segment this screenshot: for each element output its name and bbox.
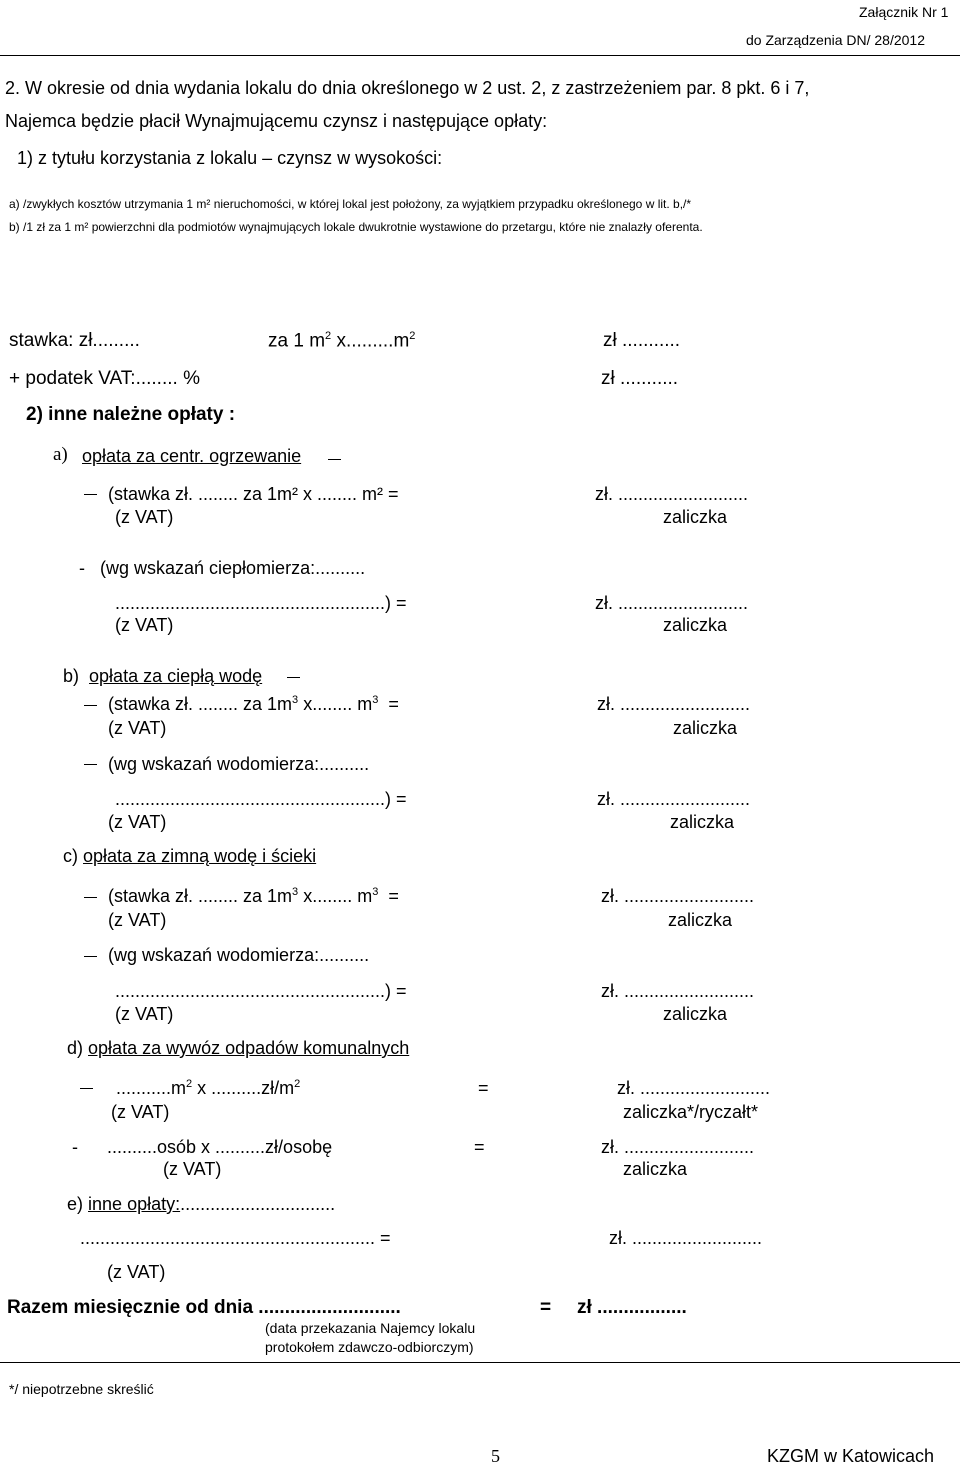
vat-line: + podatek VAT:........ %	[9, 368, 200, 389]
cold-water-meter-vat: (z VAT)	[115, 1004, 174, 1024]
intro-line-2: Najemca będzie płacił Wynajmującemu czynsz i następujące opłaty:	[5, 111, 548, 131]
total-note-2: protokołem zdawczo-odbiorczym)	[265, 1339, 474, 1355]
heating-meter-advance: zaliczka	[663, 615, 728, 635]
heating-meter-dash: -	[79, 558, 85, 578]
annex-label: Załącznik Nr 1	[859, 4, 949, 20]
waste-persons-dash: -	[72, 1137, 78, 1157]
cold-water-meter-amount: zł. ..........................	[601, 981, 755, 1001]
hot-water-rate: (stawka zł. ........ za $1m^3$ x........ $m^3$ =	[108, 694, 399, 714]
waste-persons-advance: zaliczka	[623, 1159, 688, 1179]
rent-option-b: b) /1 zł za 1 m² powierzchni dla podmiotów wynajmujących lokale dwukrotnie wystawione do przetargu, które nie znalazły oferenta.	[9, 220, 703, 234]
hot-water-title: b) opłata za ciepłą wodę	[63, 666, 263, 686]
footer-organization: KZGM w Katowicach	[767, 1446, 935, 1466]
heating-title: opłata za centr. ogrzewanie	[82, 446, 302, 466]
vat-amount: zł ...........	[601, 368, 679, 389]
rate-label: stawka: zł.........	[9, 330, 140, 351]
hot-water-meter-cont: ......................................................) =	[115, 789, 407, 809]
rent-heading: 1) z tytułu korzystania z lokalu – czynsz w wysokości:	[17, 148, 443, 168]
heating-rate: (stawka zł. ........ za 1m² x ........ m² =	[108, 484, 399, 504]
page-number: 5	[491, 1446, 500, 1466]
total-divider	[0, 1362, 960, 1363]
other-fee-amount: zł. ..........................	[609, 1228, 763, 1248]
hot-water-meter-advance: zaliczka	[670, 812, 735, 832]
heating-meter: (wg wskazań ciepłomierza:..........	[100, 558, 366, 578]
waste-area-dash	[80, 1088, 93, 1089]
waste-title: d) opłata za wywóz odpadów komunalnych	[67, 1038, 410, 1058]
heating-title-dash	[328, 459, 341, 460]
total-eq: =	[540, 1297, 552, 1318]
hot-water-rate-dash	[84, 705, 97, 706]
waste-persons-vat: (z VAT)	[163, 1159, 222, 1179]
cold-water-rate: (stawka zł. ........ za $1m^3$ x........ $m^3$ =	[108, 886, 399, 906]
waste-area-advance-lump: zaliczka*/ryczałt*	[623, 1102, 759, 1122]
other-fee-vat: (z VAT)	[107, 1262, 166, 1282]
heating-rate-vat: (z VAT)	[115, 507, 174, 527]
heating-meter-cont: ......................................................) =	[115, 593, 407, 613]
rate-per-area: za 1 $m^2$ $x.........m^2$	[268, 330, 416, 352]
footnote: */ niepotrzebne skreślić	[9, 1381, 154, 1397]
cold-water-rate-vat: (z VAT)	[108, 910, 167, 930]
cold-water-meter-advance: zaliczka	[663, 1004, 728, 1024]
waste-area-eq: =	[478, 1078, 489, 1098]
cold-water-meter-cont: ......................................................) =	[115, 981, 407, 1001]
total-note-1: (data przekazania Najemcy lokalu	[265, 1320, 476, 1336]
heating-meter-amount: zł. ..........................	[595, 593, 749, 613]
intro-line-1: 2. W okresie od dnia wydania lokalu do dnia określonego w 2 ust. 2, z zastrzeżeniem par. 8 pkt. 6 i 7,	[5, 78, 810, 98]
hot-water-rate-advance: zaliczka	[673, 718, 738, 738]
rate-amount: zł ...........	[603, 330, 681, 351]
waste-area-amount: zł. ..........................	[617, 1078, 771, 1098]
waste-persons-line: ..........osób x ..........zł/osobę	[107, 1137, 333, 1157]
cold-water-rate-dash	[84, 897, 97, 898]
hot-water-meter-amount: zł. ..........................	[597, 789, 751, 809]
rent-option-a: a) /zwykłych kosztów utrzymania 1 m² nieruchomości, w której lokal jest położony, za wyjątkiem przypadku określonego w lit. b,/*	[9, 197, 692, 211]
waste-persons-amount: zł. ..........................	[601, 1137, 755, 1157]
heating-meter-vat: (z VAT)	[115, 615, 174, 635]
header-divider	[0, 55, 960, 56]
cold-water-meter-dash	[84, 956, 97, 957]
other-fee-line: ........................................................... =	[80, 1228, 391, 1248]
hot-water-meter: (wg wskazań wodomierza:..........	[108, 754, 370, 774]
cold-water-rate-advance: zaliczka	[668, 910, 733, 930]
total-label: Razem miesięcznie od dnia ...........................	[7, 1297, 401, 1318]
heating-rate-advance: zaliczka	[663, 507, 728, 527]
hot-water-meter-vat: (z VAT)	[108, 812, 167, 832]
other-fee-title: e) inne opłaty:...............................	[67, 1194, 336, 1214]
hot-water-meter-dash	[84, 764, 97, 765]
waste-area-vat: (z VAT)	[111, 1102, 170, 1122]
cold-water-rate-amount: zł. ..........................	[601, 886, 755, 906]
cold-water-meter: (wg wskazań wodomierza:..........	[108, 945, 370, 965]
total-amount: zł .................	[577, 1297, 687, 1318]
hot-water-title-dash	[287, 677, 300, 678]
waste-area-line: $...........m^2$ x $..........zł/m^2$	[116, 1078, 301, 1098]
order-reference: do Zarządzenia DN/ 28/2012	[746, 32, 925, 48]
cold-water-title: c) opłata za zimną wodę i ścieki	[63, 846, 317, 866]
hot-water-rate-amount: zł. ..........................	[597, 694, 751, 714]
other-fees-heading: 2) inne należne opłaty :	[26, 404, 236, 425]
heating-rate-amount: zł. ..........................	[595, 484, 749, 504]
waste-persons-eq: =	[474, 1137, 485, 1157]
heating-rate-dash	[84, 494, 97, 495]
heating-marker: a)	[53, 444, 68, 465]
hot-water-rate-vat: (z VAT)	[108, 718, 167, 738]
